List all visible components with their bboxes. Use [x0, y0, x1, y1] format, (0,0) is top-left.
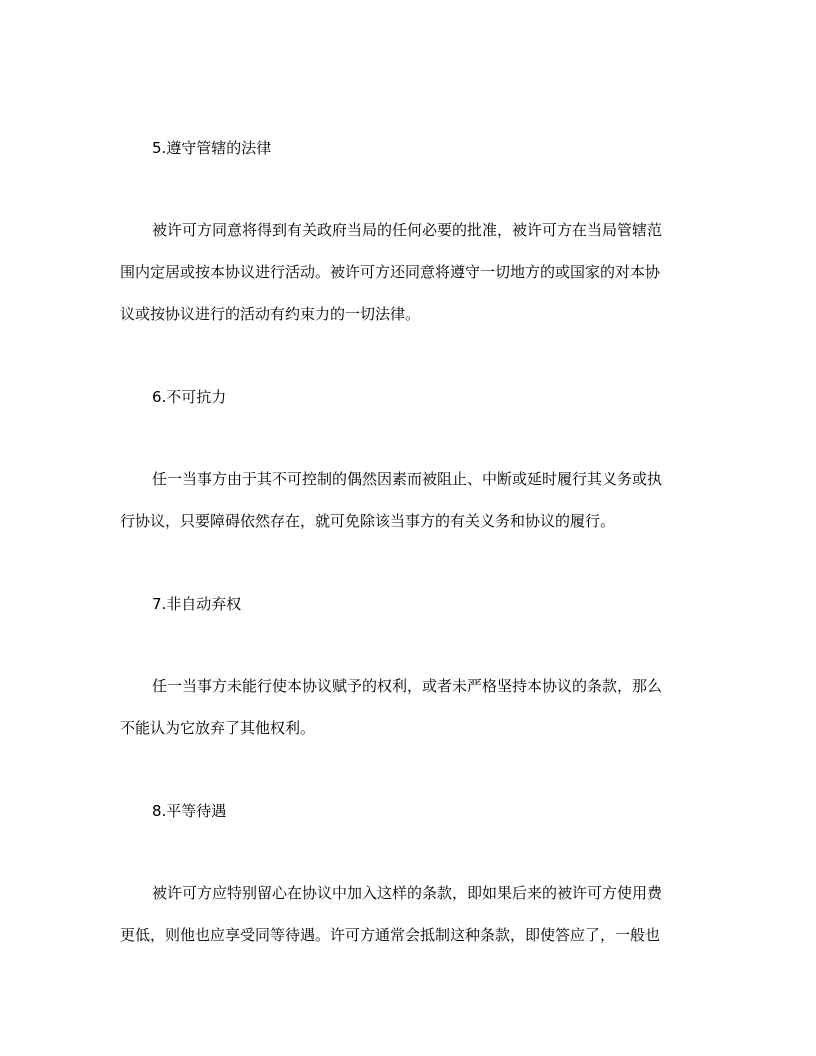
section-paragraph-7 — [120, 665, 700, 749]
section-paragraph-6 — [120, 458, 700, 542]
paragraph-line: 行协议，只要障碍依然存在，就可免除该当事方的有关义务和协议的履行。 — [120, 512, 616, 530]
paragraph-line: 不能认为它放弃了其他权利。 — [120, 719, 316, 737]
section-paragraph-5 — [120, 209, 700, 335]
paragraph-line: 更低，则他也应享受同等待遇。许可方通常会抵制这种条款，即使答应了，一般也 — [120, 926, 661, 944]
section-heading-5: 5.遵守管辖的法律 — [152, 139, 272, 157]
section-heading-8: 8.平等待遇 — [152, 802, 227, 820]
paragraph-line: 任一当事方未能行使本协议赋予的权利，或者未严格坚持本协议的条款，那么 — [152, 677, 663, 695]
paragraph-line: 被许可方应特别留心在协议中加入这样的条款，即如果后来的被许可方使用费 — [152, 884, 663, 902]
section-heading-6: 6.不可抗力 — [152, 388, 227, 406]
section-paragraph-8 — [120, 872, 700, 956]
paragraph-line: 任一当事方由于其不可控制的偶然因素而被阻止、中断或延时履行其义务或执 — [152, 470, 663, 488]
section-heading-7: 7.非自动弃权 — [152, 595, 242, 613]
paragraph-line: 围内定居或按本协议进行活动。被许可方还同意将遵守一切地方的或国家的对本协 — [120, 263, 661, 281]
paragraph-line: 被许可方同意将得到有关政府当局的任何必要的批准，被许可方在当局管辖范 — [152, 221, 663, 239]
paragraph-line: 议或按协议进行的活动有约束力的一切法律。 — [120, 305, 421, 323]
